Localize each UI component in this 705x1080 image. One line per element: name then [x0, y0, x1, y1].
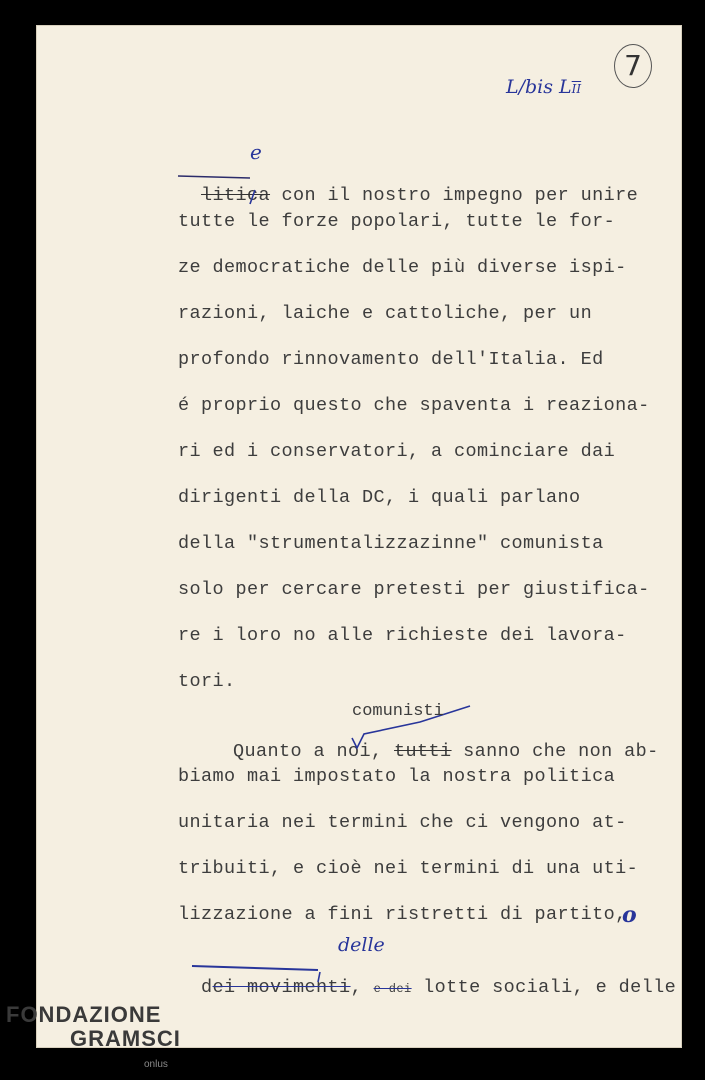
line-text: , [350, 977, 374, 998]
archive-reference-main: L/bis L [506, 76, 572, 98]
handwritten-correction-o: o [622, 902, 637, 928]
struck-word: tutti [394, 741, 452, 762]
text-line-4: razioni, laiche e cattoliche, per un [178, 303, 593, 324]
struck-word: litica [201, 185, 271, 206]
text-line-15: unitaria nei termini che ci vengono at- [178, 812, 627, 833]
text-line-13 [210, 720, 659, 762]
struck-word: e dei [373, 982, 412, 996]
text-line-17: lizzazione a fini ristretti di partito, [178, 904, 627, 925]
text-line-18 [178, 956, 676, 998]
text-line-6: é proprio questo che spaventa i reaziona- [178, 395, 650, 416]
struck-word: ei movimenti [212, 977, 351, 998]
page-number-circled: 7 [614, 44, 652, 88]
text-line-14: biamo mai impostato la nostra politica [178, 766, 616, 787]
watermark-onlus: onlus [144, 1059, 168, 1070]
archive-reference [506, 76, 581, 98]
watermark-line-1: FONDAZIONE [6, 1002, 162, 1027]
line-text: con il nostro impegno per unire [270, 185, 639, 206]
line-text: lotte sociali, e delle [411, 977, 677, 998]
text-line-16: tribuiti, e cioè nei termini di una uti- [178, 858, 639, 879]
text-line-7: ri ed i conservatori, a cominciare dai [178, 441, 616, 462]
text-line-11: re i loro no alle richieste dei lavora- [178, 625, 627, 646]
line-text: d [201, 977, 213, 998]
text-line-1 [178, 164, 638, 206]
text-line-8: dirigenti della DC, i quali parlano [178, 487, 581, 508]
line-text: sanno che non ab- [451, 741, 659, 762]
handwritten-insert-comunisti: comunisti [352, 702, 444, 721]
handwritten-insert-e: e [250, 140, 262, 164]
text-line-5: profondo rinnovamento dell'Italia. Ed [178, 349, 604, 370]
archive-reference-sub: $\overline{II}$ [571, 82, 582, 96]
text-line-10: solo per cercare pretesti per giustifica- [178, 579, 650, 600]
line-text: Quanto a noi, [233, 741, 395, 762]
watermark-line-2: GRAMSCI [70, 1026, 181, 1051]
text-line-2: tutte le forze popolari, tutte le for- [178, 211, 616, 232]
text-line-3: ze democratiche delle più diverse ispi- [178, 257, 627, 278]
text-line-9: della "strumentalizzazinne" comunista [178, 533, 604, 554]
handwritten-insert-delle: delle [338, 934, 385, 956]
text-line-12: tori. [178, 671, 236, 692]
